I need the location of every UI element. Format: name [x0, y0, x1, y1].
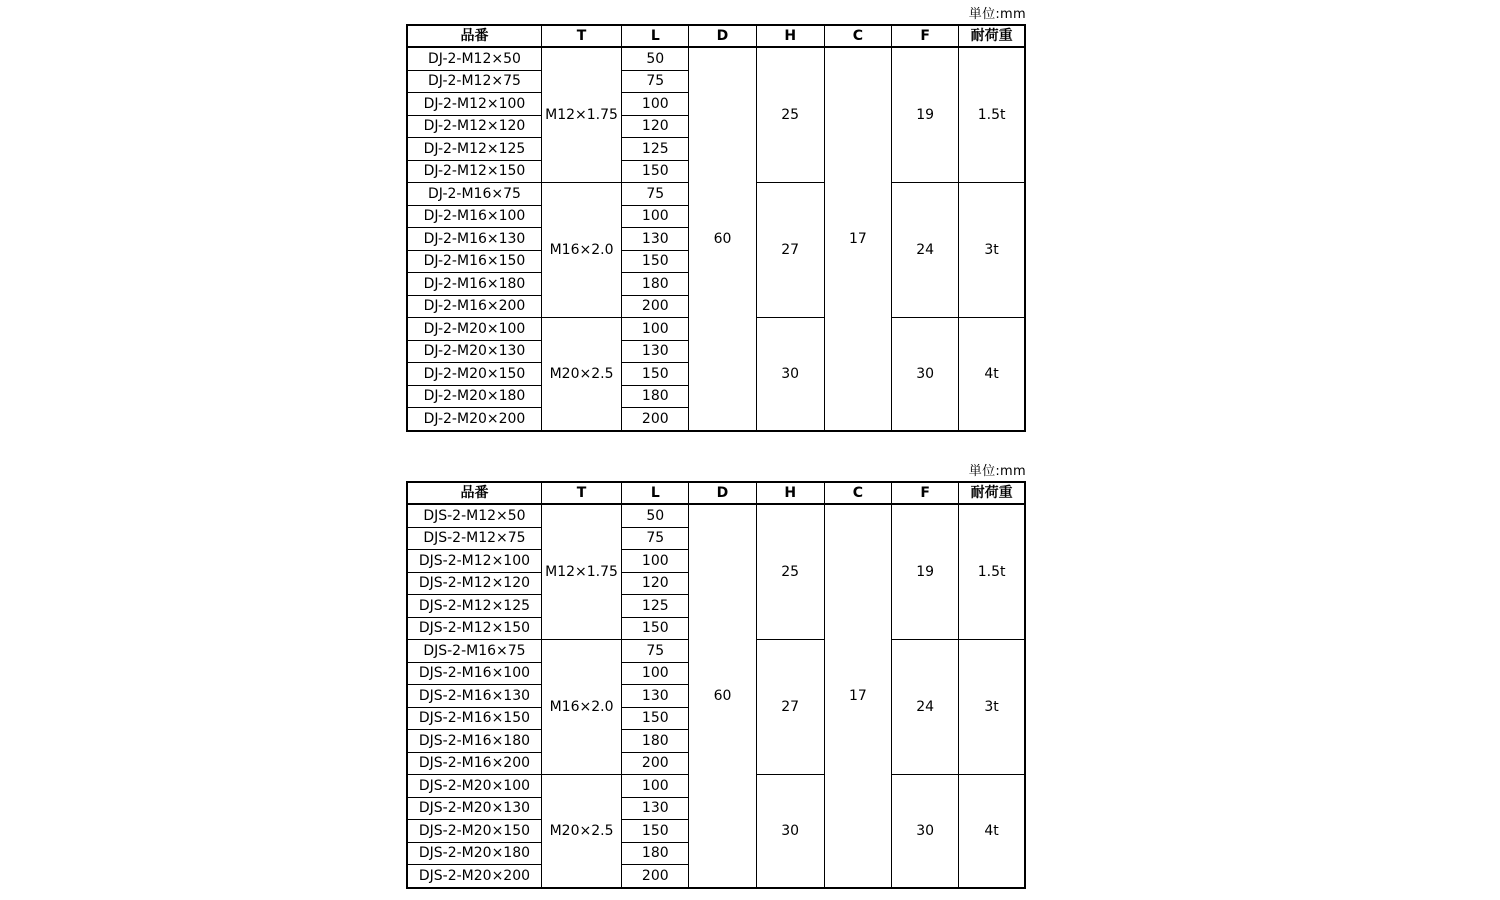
header-d: D — [689, 482, 756, 504]
header-row — [407, 25, 1025, 47]
header-load: 耐荷重 — [959, 25, 1025, 47]
height-h-cell: 30 — [756, 318, 824, 431]
part-number-cell: DJ-2-M20×200 — [407, 408, 541, 431]
length-l-cell: 75 — [622, 70, 689, 93]
header-l: L — [622, 482, 689, 504]
part-number-cell: DJS-2-M20×180 — [407, 842, 541, 865]
load-capacity-cell: 1.5t — [959, 47, 1025, 183]
header-f: F — [892, 25, 959, 47]
header-h: H — [756, 25, 824, 47]
c-value-cell: 17 — [824, 504, 891, 888]
length-l-cell: 200 — [622, 295, 689, 318]
thread-t-cell: M16×2.0 — [541, 183, 621, 318]
length-l-cell: 130 — [622, 685, 689, 708]
length-l-cell: 150 — [622, 617, 689, 640]
length-l-cell: 150 — [622, 363, 689, 386]
length-l-cell: 100 — [622, 775, 689, 798]
height-h-cell: 27 — [756, 183, 824, 318]
load-capacity-cell: 1.5t — [959, 504, 1025, 640]
thread-t-cell: M20×2.5 — [541, 318, 621, 431]
part-number-cell: DJ-2-M20×150 — [407, 363, 541, 386]
load-capacity-cell: 3t — [959, 640, 1025, 775]
part-number-cell: DJS-2-M12×150 — [407, 617, 541, 640]
part-number-cell: DJ-2-M20×180 — [407, 385, 541, 408]
length-l-cell: 180 — [622, 385, 689, 408]
header-h: H — [756, 482, 824, 504]
c-value-cell: 17 — [824, 47, 891, 431]
header-f: F — [892, 482, 959, 504]
height-h-cell: 25 — [756, 504, 824, 640]
part-number-cell: DJS-2-M16×200 — [407, 752, 541, 775]
f-value-cell: 19 — [892, 504, 959, 640]
length-l-cell: 50 — [622, 504, 689, 527]
length-l-cell: 120 — [622, 572, 689, 595]
spec-table — [406, 481, 1026, 889]
length-l-cell: 130 — [622, 340, 689, 363]
length-l-cell: 100 — [622, 93, 689, 116]
length-l-cell: 150 — [622, 820, 689, 843]
length-l-cell: 200 — [622, 408, 689, 431]
table-row — [407, 504, 1025, 527]
length-l-cell: 150 — [622, 250, 689, 273]
header-l: L — [622, 25, 689, 47]
part-number-cell: DJ-2-M16×180 — [407, 273, 541, 296]
part-number-cell: DJ-2-M20×100 — [407, 318, 541, 341]
spec-table-block-dj — [406, 6, 1026, 432]
part-number-cell: DJS-2-M12×120 — [407, 572, 541, 595]
header-load: 耐荷重 — [959, 482, 1025, 504]
length-l-cell: 100 — [622, 318, 689, 341]
header-c: C — [824, 482, 891, 504]
length-l-cell: 130 — [622, 228, 689, 251]
length-l-cell: 150 — [622, 160, 689, 183]
thread-t-cell: M12×1.75 — [541, 47, 621, 183]
header-part-number: 品番 — [407, 25, 541, 47]
part-number-cell: DJS-2-M12×100 — [407, 550, 541, 573]
part-number-cell: DJS-2-M16×180 — [407, 730, 541, 753]
part-number-cell: DJS-2-M16×75 — [407, 640, 541, 663]
f-value-cell: 24 — [892, 640, 959, 775]
header-t: T — [541, 25, 621, 47]
part-number-cell: DJ-2-M12×50 — [407, 47, 541, 70]
part-number-cell: DJ-2-M16×130 — [407, 228, 541, 251]
length-l-cell: 180 — [622, 273, 689, 296]
thread-t-cell: M12×1.75 — [541, 504, 621, 640]
load-capacity-cell: 3t — [959, 183, 1025, 318]
length-l-cell: 75 — [622, 183, 689, 206]
part-number-cell: DJS-2-M16×100 — [407, 662, 541, 685]
part-number-cell: DJS-2-M20×200 — [407, 865, 541, 888]
f-value-cell: 19 — [892, 47, 959, 183]
part-number-cell: DJ-2-M12×100 — [407, 93, 541, 116]
part-number-cell: DJ-2-M12×125 — [407, 138, 541, 161]
part-number-cell: DJS-2-M16×130 — [407, 685, 541, 708]
part-number-cell: DJ-2-M16×200 — [407, 295, 541, 318]
header-c: C — [824, 25, 891, 47]
part-number-cell: DJS-2-M12×50 — [407, 504, 541, 527]
part-number-cell: DJS-2-M20×100 — [407, 775, 541, 798]
length-l-cell: 200 — [622, 752, 689, 775]
length-l-cell: 180 — [622, 842, 689, 865]
f-value-cell: 30 — [892, 318, 959, 431]
length-l-cell: 100 — [622, 205, 689, 228]
f-value-cell: 30 — [892, 775, 959, 888]
length-l-cell: 125 — [622, 138, 689, 161]
table-body — [407, 47, 1025, 431]
length-l-cell: 100 — [622, 662, 689, 685]
part-number-cell: DJS-2-M12×125 — [407, 595, 541, 618]
part-number-cell: DJ-2-M12×120 — [407, 115, 541, 138]
length-l-cell: 150 — [622, 707, 689, 730]
spec-table-block-djs — [406, 463, 1026, 889]
length-l-cell: 200 — [622, 865, 689, 888]
header-t: T — [541, 482, 621, 504]
length-l-cell: 50 — [622, 47, 689, 70]
spec-table — [406, 24, 1026, 432]
height-h-cell: 25 — [756, 47, 824, 183]
header-d: D — [689, 25, 756, 47]
header-part-number: 品番 — [407, 482, 541, 504]
header-row — [407, 482, 1025, 504]
diameter-d-cell: 60 — [689, 47, 756, 431]
thread-t-cell: M16×2.0 — [541, 640, 621, 775]
length-l-cell: 180 — [622, 730, 689, 753]
unit-label: 単位:mm — [968, 7, 1026, 22]
diameter-d-cell: 60 — [689, 504, 756, 888]
part-number-cell: DJS-2-M16×150 — [407, 707, 541, 730]
load-capacity-cell: 4t — [959, 318, 1025, 431]
part-number-cell: DJS-2-M20×130 — [407, 797, 541, 820]
part-number-cell: DJ-2-M12×75 — [407, 70, 541, 93]
length-l-cell: 130 — [622, 797, 689, 820]
part-number-cell: DJ-2-M16×75 — [407, 183, 541, 206]
part-number-cell: DJ-2-M12×150 — [407, 160, 541, 183]
length-l-cell: 75 — [622, 527, 689, 550]
load-capacity-cell: 4t — [959, 775, 1025, 888]
f-value-cell: 24 — [892, 183, 959, 318]
length-l-cell: 75 — [622, 640, 689, 663]
length-l-cell: 100 — [622, 550, 689, 573]
length-l-cell: 120 — [622, 115, 689, 138]
part-number-cell: DJS-2-M12×75 — [407, 527, 541, 550]
table-body — [407, 504, 1025, 888]
part-number-cell: DJ-2-M16×100 — [407, 205, 541, 228]
thread-t-cell: M20×2.5 — [541, 775, 621, 888]
height-h-cell: 27 — [756, 640, 824, 775]
unit-label: 単位:mm — [968, 464, 1026, 479]
part-number-cell: DJ-2-M20×130 — [407, 340, 541, 363]
part-number-cell: DJ-2-M16×150 — [407, 250, 541, 273]
table-row — [407, 47, 1025, 70]
height-h-cell: 30 — [756, 775, 824, 888]
part-number-cell: DJS-2-M20×150 — [407, 820, 541, 843]
length-l-cell: 125 — [622, 595, 689, 618]
